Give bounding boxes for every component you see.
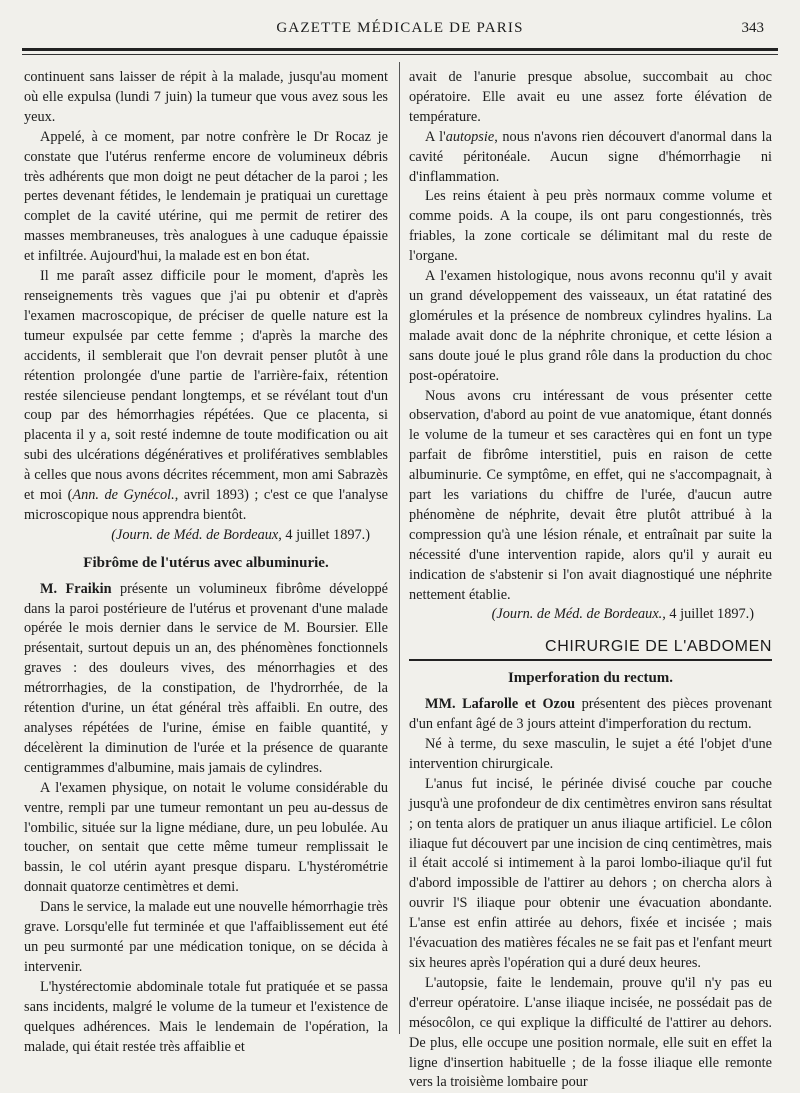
citation-date: 4 juillet 1897.): [285, 526, 370, 543]
author-name: M. Fraikin: [40, 580, 112, 597]
header-rule-thick: [22, 48, 778, 51]
paragraph: [409, 128, 772, 188]
paragraph-text: présente un volumineux fibrôme développé dans la paroi postérieure de l'utérus et provenant d'une malade opérée le mois dernier dans le service de M. Boursier. Elle présentait, surtout depuis un an, des phénomènes fonctionnels graves : des douleurs vives, des ménorrhagies et des métrorrhagies, de la constipation, de l'hydrorrhée, de la rétention d'urine, un état général très affaibli. En outre, des analyses répétées de l'urine, émise en faible quantité, y décelèrent la diminution de l'urée et la présence de quarante centigrammes d'albumine, mais jamais de cylindres.: [24, 580, 388, 776]
paragraph: avait de l'anurie presque absolue, succombait au choc opératoire. Elle avait eu une assez forte élévation de température.: [409, 69, 772, 125]
right-column: [409, 68, 773, 1091]
paragraph: L'hystérectomie abdominale totale fut pratiquée et se passa sans incidents, malgré le volume de la tumeur et l'existence de quelques adhérences. Mais le lendemain de l'opération, la malade, qui était restée très affaiblie et: [24, 978, 388, 1055]
paragraph: [409, 695, 772, 735]
citation-date: 4 juillet 1897.): [669, 606, 754, 623]
paragraph-text: Il me paraît assez difficile pour le moment, d'après les renseignements très vagues que j'ai pu obtenir et d'après l'examen macroscopique, de préciser de quelle nature est la tumeur expulsée par cette femme ; d'après la marche des accidents, il semblerait que l'on devrait penser plutôt à une rétention prolongée d'une partie de l'arrière-faix, rétention restée silencieuse pendant longtemps, et se révélant tout d'un coup par des hémorrhagies répétées. Que ce placenta, si placenta il y a, soit resté indemne de toute modification ou ait subi des ulcérations dégénératives et prolifératives semblables à celles que nous avons décrites récemment, mon ami Sabrazès et moi (: [24, 268, 388, 504]
header-rule-thin: [22, 54, 778, 55]
paragraph: Dans le service, la malade eut une nouvelle hémorrhagie très grave. Lorsqu'elle fut terminée et que l'affaiblissement eut été un peu surmonté par une médication tonique, on se décida à intervenir.: [24, 899, 388, 975]
reference: Ann. de Gynécol.: [72, 487, 175, 504]
paragraph-text: présentent des pièces provenant d'un enfant âgé de 3 jours atteint d'imperforation du rectum.: [409, 696, 773, 733]
paragraph: A l'examen histologique, nous avons reconnu qu'il y avait un grand développement des vaisseaux, un état ratatiné des glomérules et la présence de nombreux cylindres hyalins. La malade avait donc de la néphrite chronique, et cette lésion a sans doute joué le plus grand rôle dans la production du choc post-opératoire.: [409, 268, 772, 384]
citation: [409, 605, 772, 625]
paragraph-text: , nous n'avons rien découvert d'anormal dans la cavité péritonéale. Aucun signe d'hémorrhagie ni d'inflammation.: [409, 128, 772, 185]
paragraph: Appelé, à ce moment, par notre confrère le Dr Rocaz je constate que l'utérus renferme encore de volumineux débris très adhérents que mon doigt ne peut détacher de la paroi ; les pertes devenant fétides, le lendemain je pratiquai un curettage complet de la cavité utérine, qui me permit de retirer des masses membraneuses, très analogues à une caduque épaissie et infiltrée. Aujourd'hui, la malade est en bon état.: [24, 128, 388, 265]
citation-journal: (Journ. de Méd. de Bordeaux.,: [491, 606, 666, 623]
paragraph: [24, 580, 388, 779]
paragraph: Les reins étaient à peu près normaux comme volume et comme poids. A la coupe, ils ont paru congestionnés, très friables, la zone corticale se délimitant mal du reste de l'organe.: [409, 188, 772, 265]
emphasis: autopsie: [445, 128, 495, 145]
column-divider: [399, 62, 400, 1034]
paragraph: continuent sans laisser de répit à la malade, jusqu'au moment où elle expulsa (lundi 7 juin) la tumeur que vous avez sous les yeux.: [24, 69, 388, 125]
paragraph: A l'examen physique, on notait le volume considérable du ventre, rempli par une tumeur remontant un peu au-dessus de l'ombilic, située sur la ligne médiane, dure, un peu lobulée. Au toucher, on sentait que cette même tumeur remplissait le bassin, le col utérin ayant presque disparu. L'hystérométrie donnait quatorze centimètres et demi.: [24, 779, 388, 896]
citation: [24, 526, 388, 546]
author-names: MM. Lafarolle et Ozou: [425, 696, 576, 713]
running-title: GAZETTE MÉDICALE DE PARIS: [276, 20, 524, 36]
paragraph-text: , avril 1893) ; c'est ce que l'analyse microscopique nous apprendra bientôt.: [24, 487, 388, 523]
page-header: [22, 16, 778, 44]
paragraph: L'anus fut incisé, le périnée divisé couche par couche jusqu'à une profondeur de dix centimètres environ sans résultat ; on tenta alors de pratiquer un anus iliaque artificiel. Le côlon iliaque fut découvert par une incision de cinq centimètres, mais il était accolé si intimement à la paroi lombo-iliaque qu'il fut d'abord impossible de l'attirer au dehors ; on chercha alors à ouvrir l'S iliaque pour obtenir une évacuation abondante. L'anse est enfin attirée au dehors, fixée et incisée ; mais l'évacuation des matières fécales ne se fait pas et l'enfant meurt six heures après l'opération qui a duré deux heures.: [409, 775, 772, 971]
citation-journal: (Journ. de Méd. de Bordeaux,: [111, 526, 282, 543]
article-title: Fibrôme de l'utérus avec albuminurie.: [83, 554, 329, 571]
paragraph: [24, 267, 388, 526]
section-title: CHIRURGIE DE L'ABDOMEN: [409, 637, 772, 661]
article-title: Imperforation du rectum.: [507, 670, 674, 687]
paragraph-text: A l': [425, 128, 446, 145]
paragraph: Nous avons cru intéressant de vous présenter cette observation, d'abord au point de vue anatomique, étant donnés le volume de la tumeur et ses caractères qui en font un type parfait de fibrôme interstitiel, puis en raison de cette albuminurie. Ce symptôme, en effet, qui ne s'accompagnait, à part les variations du chiffre de l'urée, d'aucun autre phénomène de néphrite, devait être plutôt attribué à la compression qu'à une lésion rénale, et entraînait par suite la nécessité d'une intervention rapide, alors qu'il y aurait eu indication de s'abstenir si l'on avait diagnostiqué une néphrite nettement établie.: [409, 387, 772, 603]
paragraph: Né à terme, du sexe masculin, le sujet a été l'objet d'une intervention chirurgicale.: [409, 736, 772, 772]
left-column: [24, 68, 388, 1055]
paragraph: L'autopsie, faite le lendemain, prouve qu'il n'y pas eu d'erreur opératoire. L'anse iliaque incisée, ne possédait pas de mésocôlon, ce qui explique la difficulté de l'attirer au dehors. De plus, elle occupe une position normale, elle suit en effet la ligne d'insertion habituelle ; de la fosse iliaque elle remonte vers la troisième lombaire pour: [409, 974, 772, 1091]
page-number: 343: [741, 20, 764, 36]
